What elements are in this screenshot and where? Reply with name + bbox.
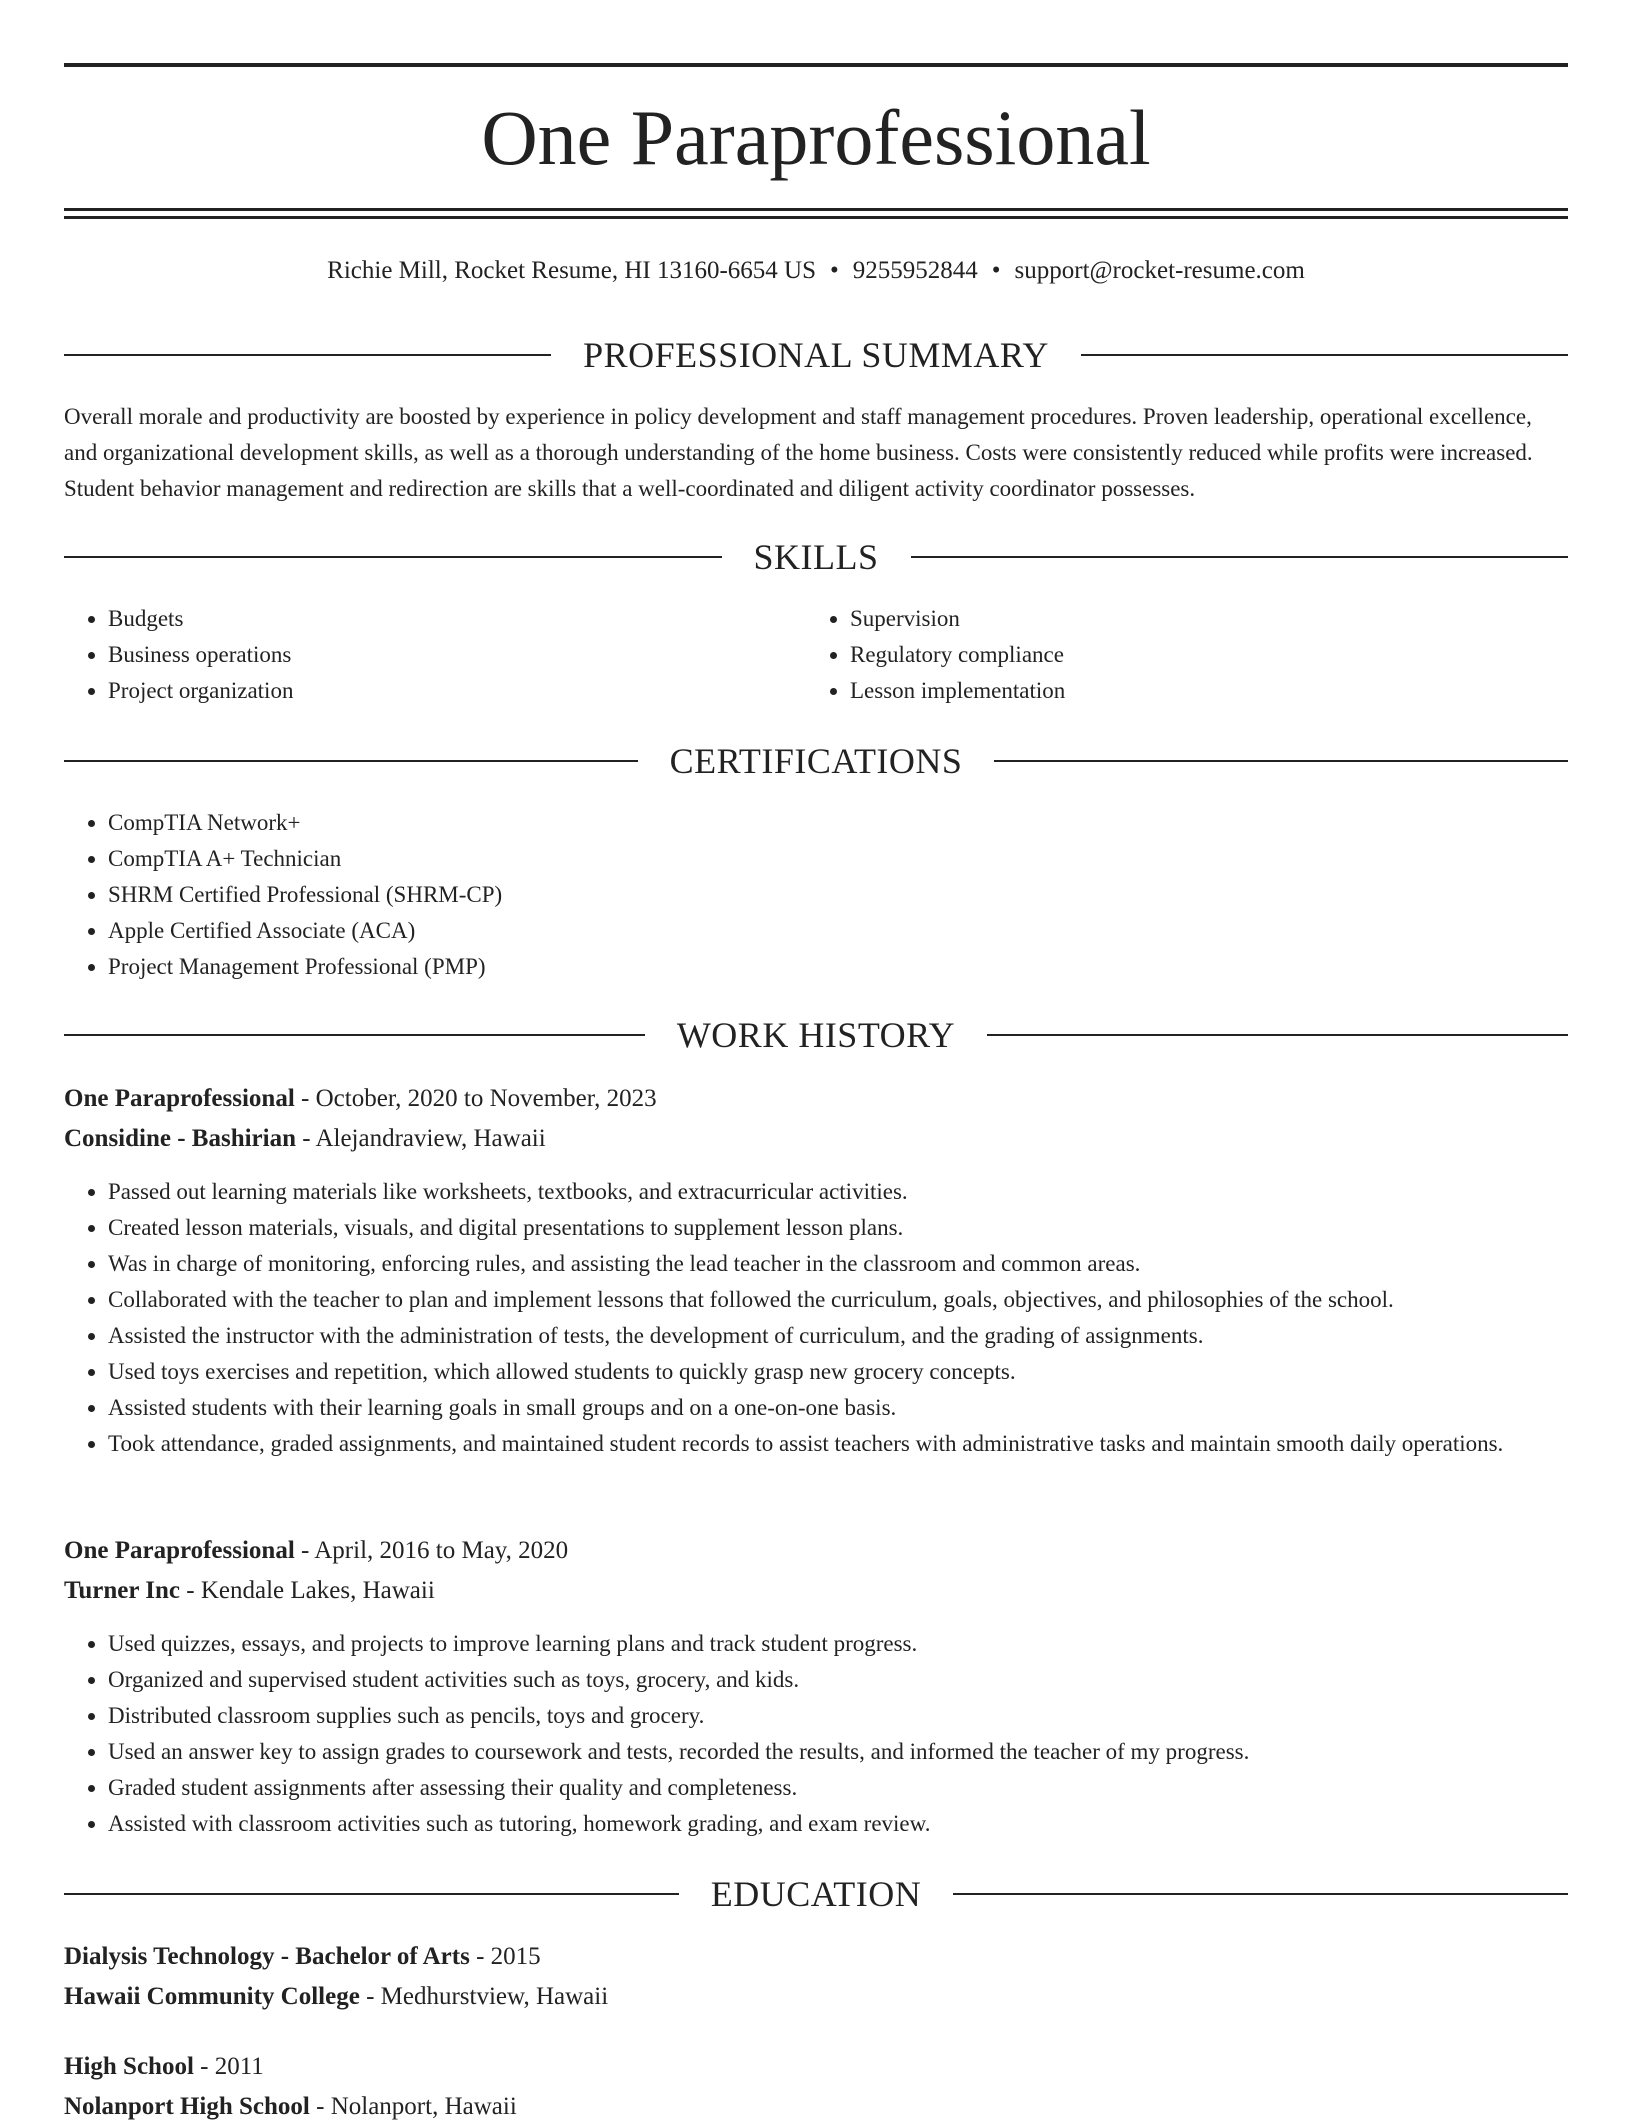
job-employer-line <box>64 1119 1568 1159</box>
education-school: Hawaii Community College <box>64 1983 360 2010</box>
job-title-line <box>64 1079 1568 1119</box>
heading-rule <box>64 1893 679 1895</box>
contact-separator: • <box>830 257 839 284</box>
heading-rule <box>64 760 638 762</box>
header-double-rule-upper <box>64 208 1568 211</box>
job-bullet: • Distributed classroom supplies such as pencils, toys and grocery. <box>108 1698 1568 1734</box>
job-location: - Kendale Lakes, Hawaii <box>180 1577 435 1604</box>
job-bullet: • Passed out learning materials like worksheets, textbooks, and extracurricular activities. <box>108 1174 1568 1210</box>
heading-rule <box>64 556 722 558</box>
job-dates: - April, 2016 to May, 2020 <box>294 1537 569 1564</box>
heading-rule <box>1081 354 1568 356</box>
job-title: One Paraprofessional <box>64 1537 295 1564</box>
job-title: One Paraprofessional <box>64 1085 295 1112</box>
job-bullet: • Graded student assignments after assessing their quality and completeness. <box>108 1770 1568 1806</box>
heading-rule <box>911 556 1569 558</box>
section-title: EDUCATION <box>710 1874 922 1914</box>
section-heading-summary <box>64 333 1568 377</box>
heading-rule <box>64 354 551 356</box>
job-title-line <box>64 1531 1568 1571</box>
job-bullet: • Was in charge of monitoring, enforcing rules, and assisting the lead teacher in the classroom and common areas. <box>108 1246 1568 1282</box>
section-title: SKILLS <box>753 537 879 577</box>
resume-name: One Paraprofessional <box>481 94 1151 181</box>
job-bullets <box>64 1174 1568 1462</box>
job-bullet: • Used toys exercises and repetition, which allowed students to quickly grasp new grocery concepts. <box>108 1354 1568 1390</box>
job-bullet: • Assisted with classroom activities such as tutoring, homework grading, and exam review. <box>108 1806 1568 1842</box>
header-top-rule <box>64 63 1568 67</box>
job-employer-line <box>64 1571 1568 1611</box>
education-year: - 2011 <box>193 2053 264 2080</box>
certification-item: • Project Management Professional (PMP) <box>108 949 1568 985</box>
certifications-list <box>64 805 1568 985</box>
education-year: - 2015 <box>469 1943 541 1970</box>
education-degree-line <box>64 1937 1568 1977</box>
skill-item: • Business operations <box>108 637 808 673</box>
job-employer: Turner Inc <box>64 1577 181 1604</box>
contact-address: Richie Mill, Rocket Resume, HI 13160-6654 US <box>327 257 816 284</box>
job-bullet: • Assisted students with their learning goals in small groups and on a one-on-one basis. <box>108 1390 1568 1426</box>
section-heading-education <box>64 1872 1568 1916</box>
certification-item: • CompTIA Network+ <box>108 805 1568 841</box>
heading-rule <box>64 1034 645 1036</box>
job-dates: - October, 2020 to November, 2023 <box>294 1085 657 1112</box>
education-school-line <box>64 2087 1568 2127</box>
skills-list-left <box>64 601 808 709</box>
section-heading-work-history <box>64 1013 1568 1057</box>
section-heading-skills <box>64 535 1568 579</box>
education-degree: High School <box>64 2053 194 2080</box>
section-heading-certifications <box>64 739 1568 783</box>
contact-email: support@rocket-resume.com <box>1014 257 1305 284</box>
education-school-line <box>64 1977 1568 2017</box>
section-title: WORK HISTORY <box>676 1015 956 1055</box>
heading-rule <box>953 1893 1568 1895</box>
education-school: Nolanport High School <box>64 2093 310 2120</box>
heading-rule <box>994 760 1568 762</box>
job-bullet: • Used quizzes, essays, and projects to improve learning plans and track student progress. <box>108 1626 1568 1662</box>
section-title: PROFESSIONAL SUMMARY <box>583 335 1049 375</box>
skill-item: • Budgets <box>108 601 808 637</box>
skill-item: • Regulatory compliance <box>850 637 1550 673</box>
skills-list-right <box>806 601 1550 709</box>
education-degree: Dialysis Technology - Bachelor of Arts <box>64 1943 470 1970</box>
education-degree-line <box>64 2047 1568 2087</box>
certification-item: • SHRM Certified Professional (SHRM-CP) <box>108 877 1568 913</box>
job-bullet: • Took attendance, graded assignments, and maintained student records to assist teachers with administrative tasks and maintain smooth daily operations. <box>108 1426 1568 1462</box>
certification-item: • Apple Certified Associate (ACA) <box>108 913 1568 949</box>
skill-item: • Lesson implementation <box>850 673 1550 709</box>
header-double-rule-lower <box>64 216 1568 219</box>
education-location: - Nolanport, Hawaii <box>309 2093 517 2120</box>
certification-item: • CompTIA A+ Technician <box>108 841 1568 877</box>
contact-phone: 9255952844 <box>852 257 978 284</box>
section-title: CERTIFICATIONS <box>669 741 963 781</box>
job-bullet: • Collaborated with the teacher to plan and implement lessons that followed the curriculum, goals, objectives, and philosophies of the school. <box>108 1282 1568 1318</box>
heading-rule <box>987 1034 1568 1036</box>
job-location: - Alejandraview, Hawaii <box>296 1125 546 1152</box>
education-location: - Medhurstview, Hawaii <box>359 1983 609 2010</box>
job-bullet: • Used an answer key to assign grades to coursework and tests, recorded the results, and informed the teacher of my progress. <box>108 1734 1568 1770</box>
contact-line <box>64 254 1568 288</box>
skill-item: • Project organization <box>108 673 808 709</box>
job-employer: Considine - Bashirian <box>64 1125 297 1152</box>
job-bullet: • Assisted the instructor with the administration of tests, the development of curriculum, and the grading of assignments. <box>108 1318 1568 1354</box>
skill-item: • Supervision <box>850 601 1550 637</box>
job-bullets <box>64 1626 1568 1842</box>
summary-text: Overall morale and productivity are boosted by experience in policy development and staff management procedures. Proven leadership, operational excellence, and organizational development skills, as well as a thorough understanding of the home business. Costs were consistently reduced while profits were increased. Student behavior management and redirection are skills that a well-coordinated and diligent activity coordinator possesses. <box>64 404 1533 501</box>
contact-separator: • <box>991 257 1001 284</box>
job-bullet: • Organized and supervised student activities such as toys, grocery, and kids. <box>108 1662 1568 1698</box>
job-bullet: • Created lesson materials, visuals, and digital presentations to supplement lesson plans. <box>108 1210 1568 1246</box>
